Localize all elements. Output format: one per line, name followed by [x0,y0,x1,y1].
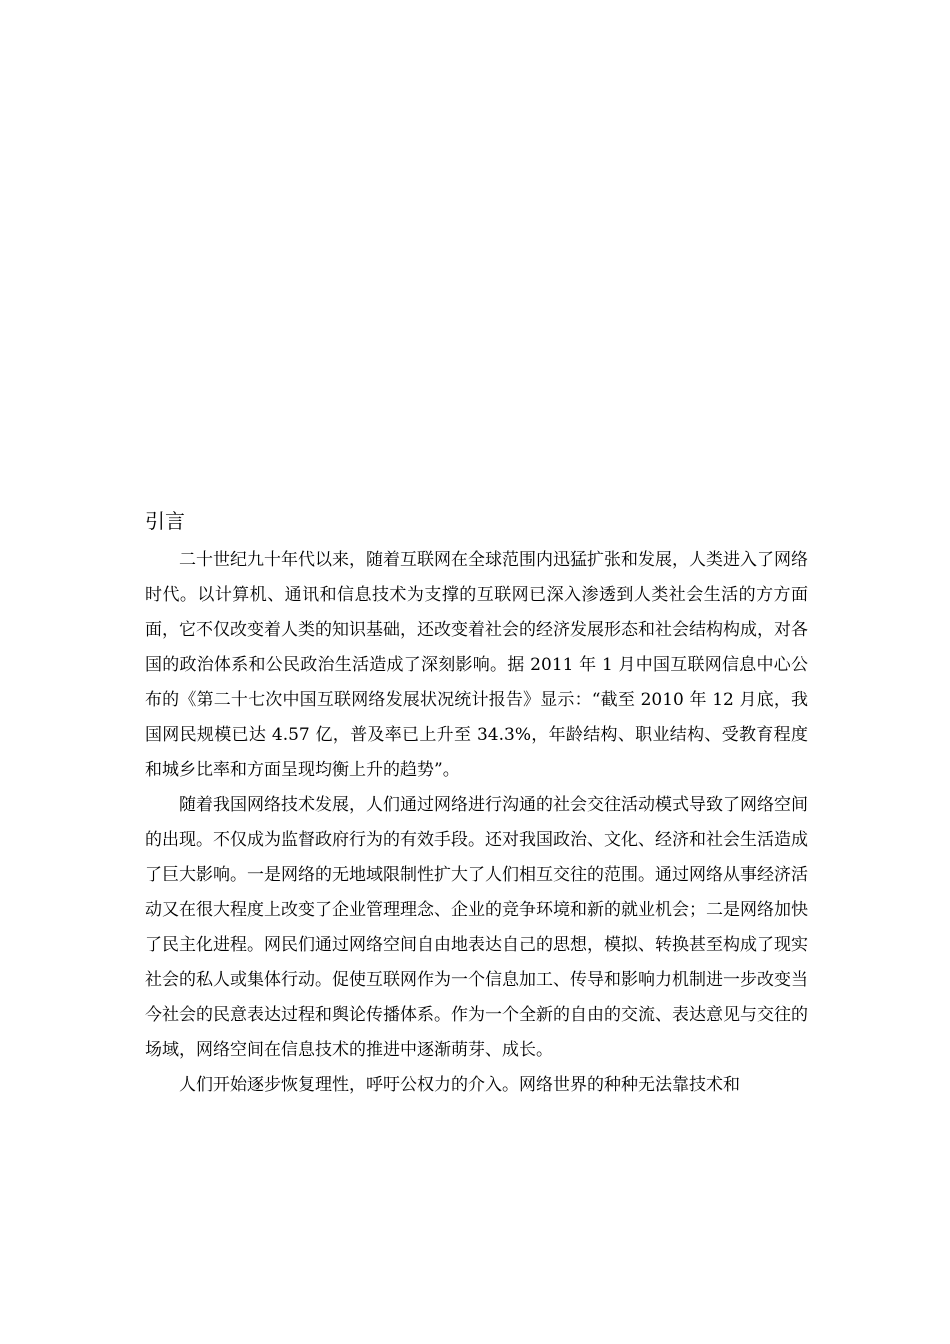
paragraph-2: 随着我国网络技术发展，人们通过网络进行沟通的社会交往活动模式导致了网络空间的出现。不仅成为监督政府行为的有效手段。还对我国政治、文化、经济和社会生活造成了巨大影响。一是网络的无地域限制性扩大了人们相互交往的范围。通过网络从事经济活动又在很大程度上改变了企业管理理念、企业的竞争环境和新的就业机会；二是网络加快了民主化进程。网民们通过网络空间自由地表达自己的思想，模拟、转换甚至构成了现实社会的私人或集体行动。促使互联网作为一个信息加工、传导和影响力机制进一步改变当今社会的民意表达过程和舆论传播体系。作为一个全新的自由的交流、表达意见与交往的场域，网络空间在信息技术的推进中逐渐萌芽、成长。 [145,795,808,1060]
paragraph-1: 二十世纪九十年代以来，随着互联网在全球范围内迅猛扩张和发展，人类进入了网络时代。以计算机、通讯和信息技术为支撑的互联网已深入渗透到人类社会生活的方方面面，它不仅改变着人类的知识基础，还改变着社会的经济发展形态和社会结构构成，对各国的政治体系和公民政治生活造成了深刻影响。据 2011 年 1 月中国互联网信息中心公布的《第二十七次中国互联网络发展状况统计报告》显示：“截至 2010 年 12 月底，我国网民规模已达 4.57 亿，普及率已上升至 34.3%，年龄结构、职业结构、受教育程度和城乡比率和方面呈现均衡上升的趋势”。 [145,550,808,780]
section-heading: 引言 [145,509,185,533]
document-body [145,505,808,1103]
paragraph-3: 人们开始逐步恢复理性，呼吁公权力的介入。网络世界的种种无法靠技术和 [179,1075,740,1095]
